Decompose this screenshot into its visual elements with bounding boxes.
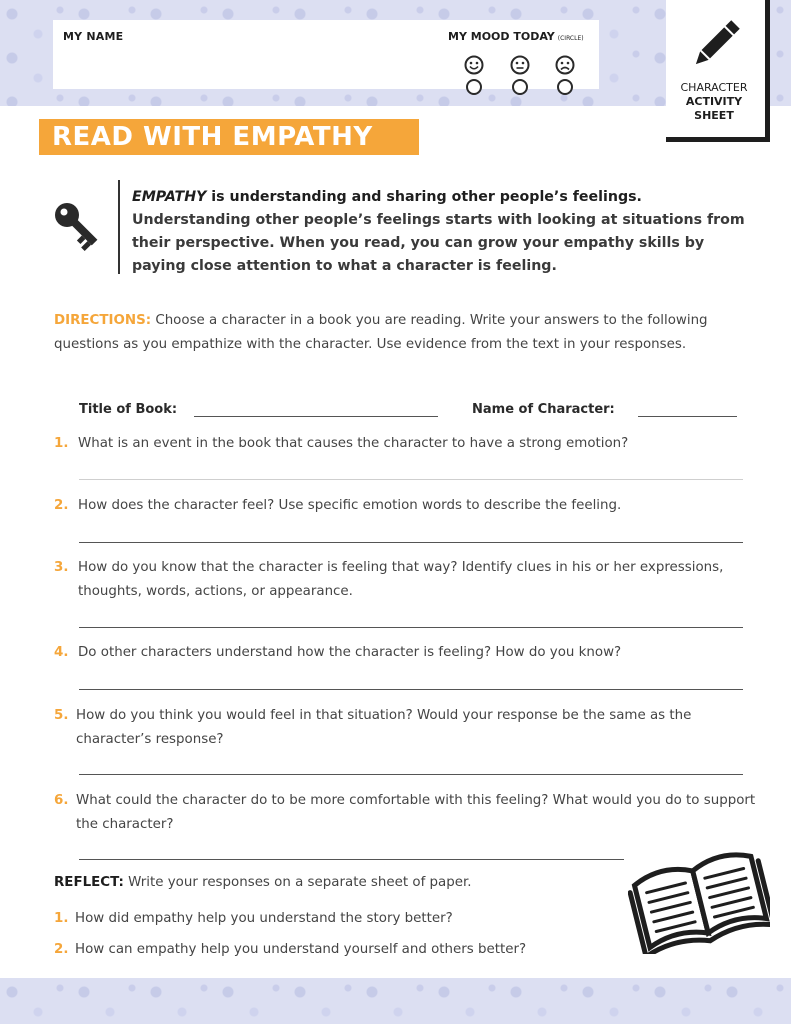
question-number: 3.	[54, 560, 69, 575]
intro-paragraph	[132, 186, 752, 278]
character-name-field[interactable]	[638, 416, 737, 417]
neutral-face-icon	[510, 55, 530, 75]
reflect-question: How can empathy help you understand yourself and others better?	[75, 942, 527, 957]
question-text: Do other characters understand how the character is feeling? How do you know?	[78, 645, 622, 660]
question-number: 5.	[54, 708, 69, 723]
book-title-label: Title of Book:	[79, 402, 178, 417]
mood-label	[448, 30, 584, 43]
character-name-label: Name of Character:	[472, 402, 615, 417]
answer-line-5[interactable]	[79, 774, 743, 775]
question-text: What is an event in the book that causes the character to have a strong emotion?	[78, 436, 629, 451]
question-text: What could the character do to be more comfortable with this feeling? What would you do to support the character?	[76, 793, 756, 832]
question-text: How do you know that the character is feeling that way? Identify clues in his or her expressions, thoughts, words, actions, or appearance.	[78, 560, 724, 599]
question-number: 2.	[54, 498, 69, 513]
reflect-intro	[54, 875, 472, 890]
answer-line-2[interactable]	[79, 542, 743, 543]
open-book-icon	[628, 830, 770, 954]
pencil-icon	[684, 14, 746, 76]
book-illustration-area	[624, 826, 774, 958]
intro-lead-word: EMPATHY	[132, 189, 207, 205]
directions-label: DIRECTIONS:	[54, 313, 152, 328]
reflect-number: 2.	[54, 942, 69, 957]
answer-line-1[interactable]	[79, 479, 743, 480]
intro-first-line	[132, 189, 642, 205]
doodle-background-bottom	[0, 978, 791, 1024]
book-title-field[interactable]	[194, 416, 438, 417]
question-text: How do you think you would feel in that situation? Would your response be the same as the character’s response?	[76, 708, 692, 747]
mood-label-text: MY MOOD TODAY	[448, 30, 555, 43]
directions-text: Choose a character in a book you are reading. Write your answers to the following questions as you empathize with the character. Use evidence from the text in your responses.	[54, 313, 708, 352]
mood-circle-neutral[interactable]	[512, 79, 528, 95]
question-number: 1.	[54, 436, 69, 451]
question-number: 6.	[54, 793, 69, 808]
question-number: 4.	[54, 645, 69, 660]
tab-line-sheet: SHEET	[694, 109, 734, 122]
key-icon	[52, 200, 108, 256]
page-title: READ WITH EMPATHY	[52, 122, 373, 152]
happy-face-icon	[464, 55, 484, 75]
name-label: MY NAME	[63, 30, 124, 43]
tab-line-activity: ACTIVITY	[685, 95, 743, 108]
question-text: How does the character feel? Use specific emotion words to describe the feeling.	[78, 498, 622, 513]
mood-circle-sad[interactable]	[557, 79, 573, 95]
reflect-number: 1.	[54, 911, 69, 926]
directions-paragraph	[54, 309, 754, 356]
reflect-label: REFLECT:	[54, 875, 124, 890]
tab-line-character: CHARACTER	[680, 81, 748, 94]
intro-divider	[118, 180, 120, 274]
mood-note: (CIRCLE)	[557, 35, 584, 42]
reflect-question: How did empathy help you understand the story better?	[75, 911, 453, 926]
intro-first-line-rest: is understanding and sharing other people’s feelings.	[206, 189, 642, 205]
sheet-type-tab	[666, 0, 770, 142]
mood-circle-happy[interactable]	[466, 79, 482, 95]
intro-body: Understanding other people’s feelings starts with looking at situations from their perspective. When you read, you can grow your empathy skills by paying close attention to what a character is feeling.	[132, 212, 745, 274]
answer-line-3[interactable]	[79, 627, 743, 628]
answer-line-4[interactable]	[79, 689, 743, 690]
reflect-text: Write your responses on a separate sheet of paper.	[123, 875, 472, 890]
answer-line-6[interactable]	[79, 859, 637, 860]
sad-face-icon	[555, 55, 575, 75]
